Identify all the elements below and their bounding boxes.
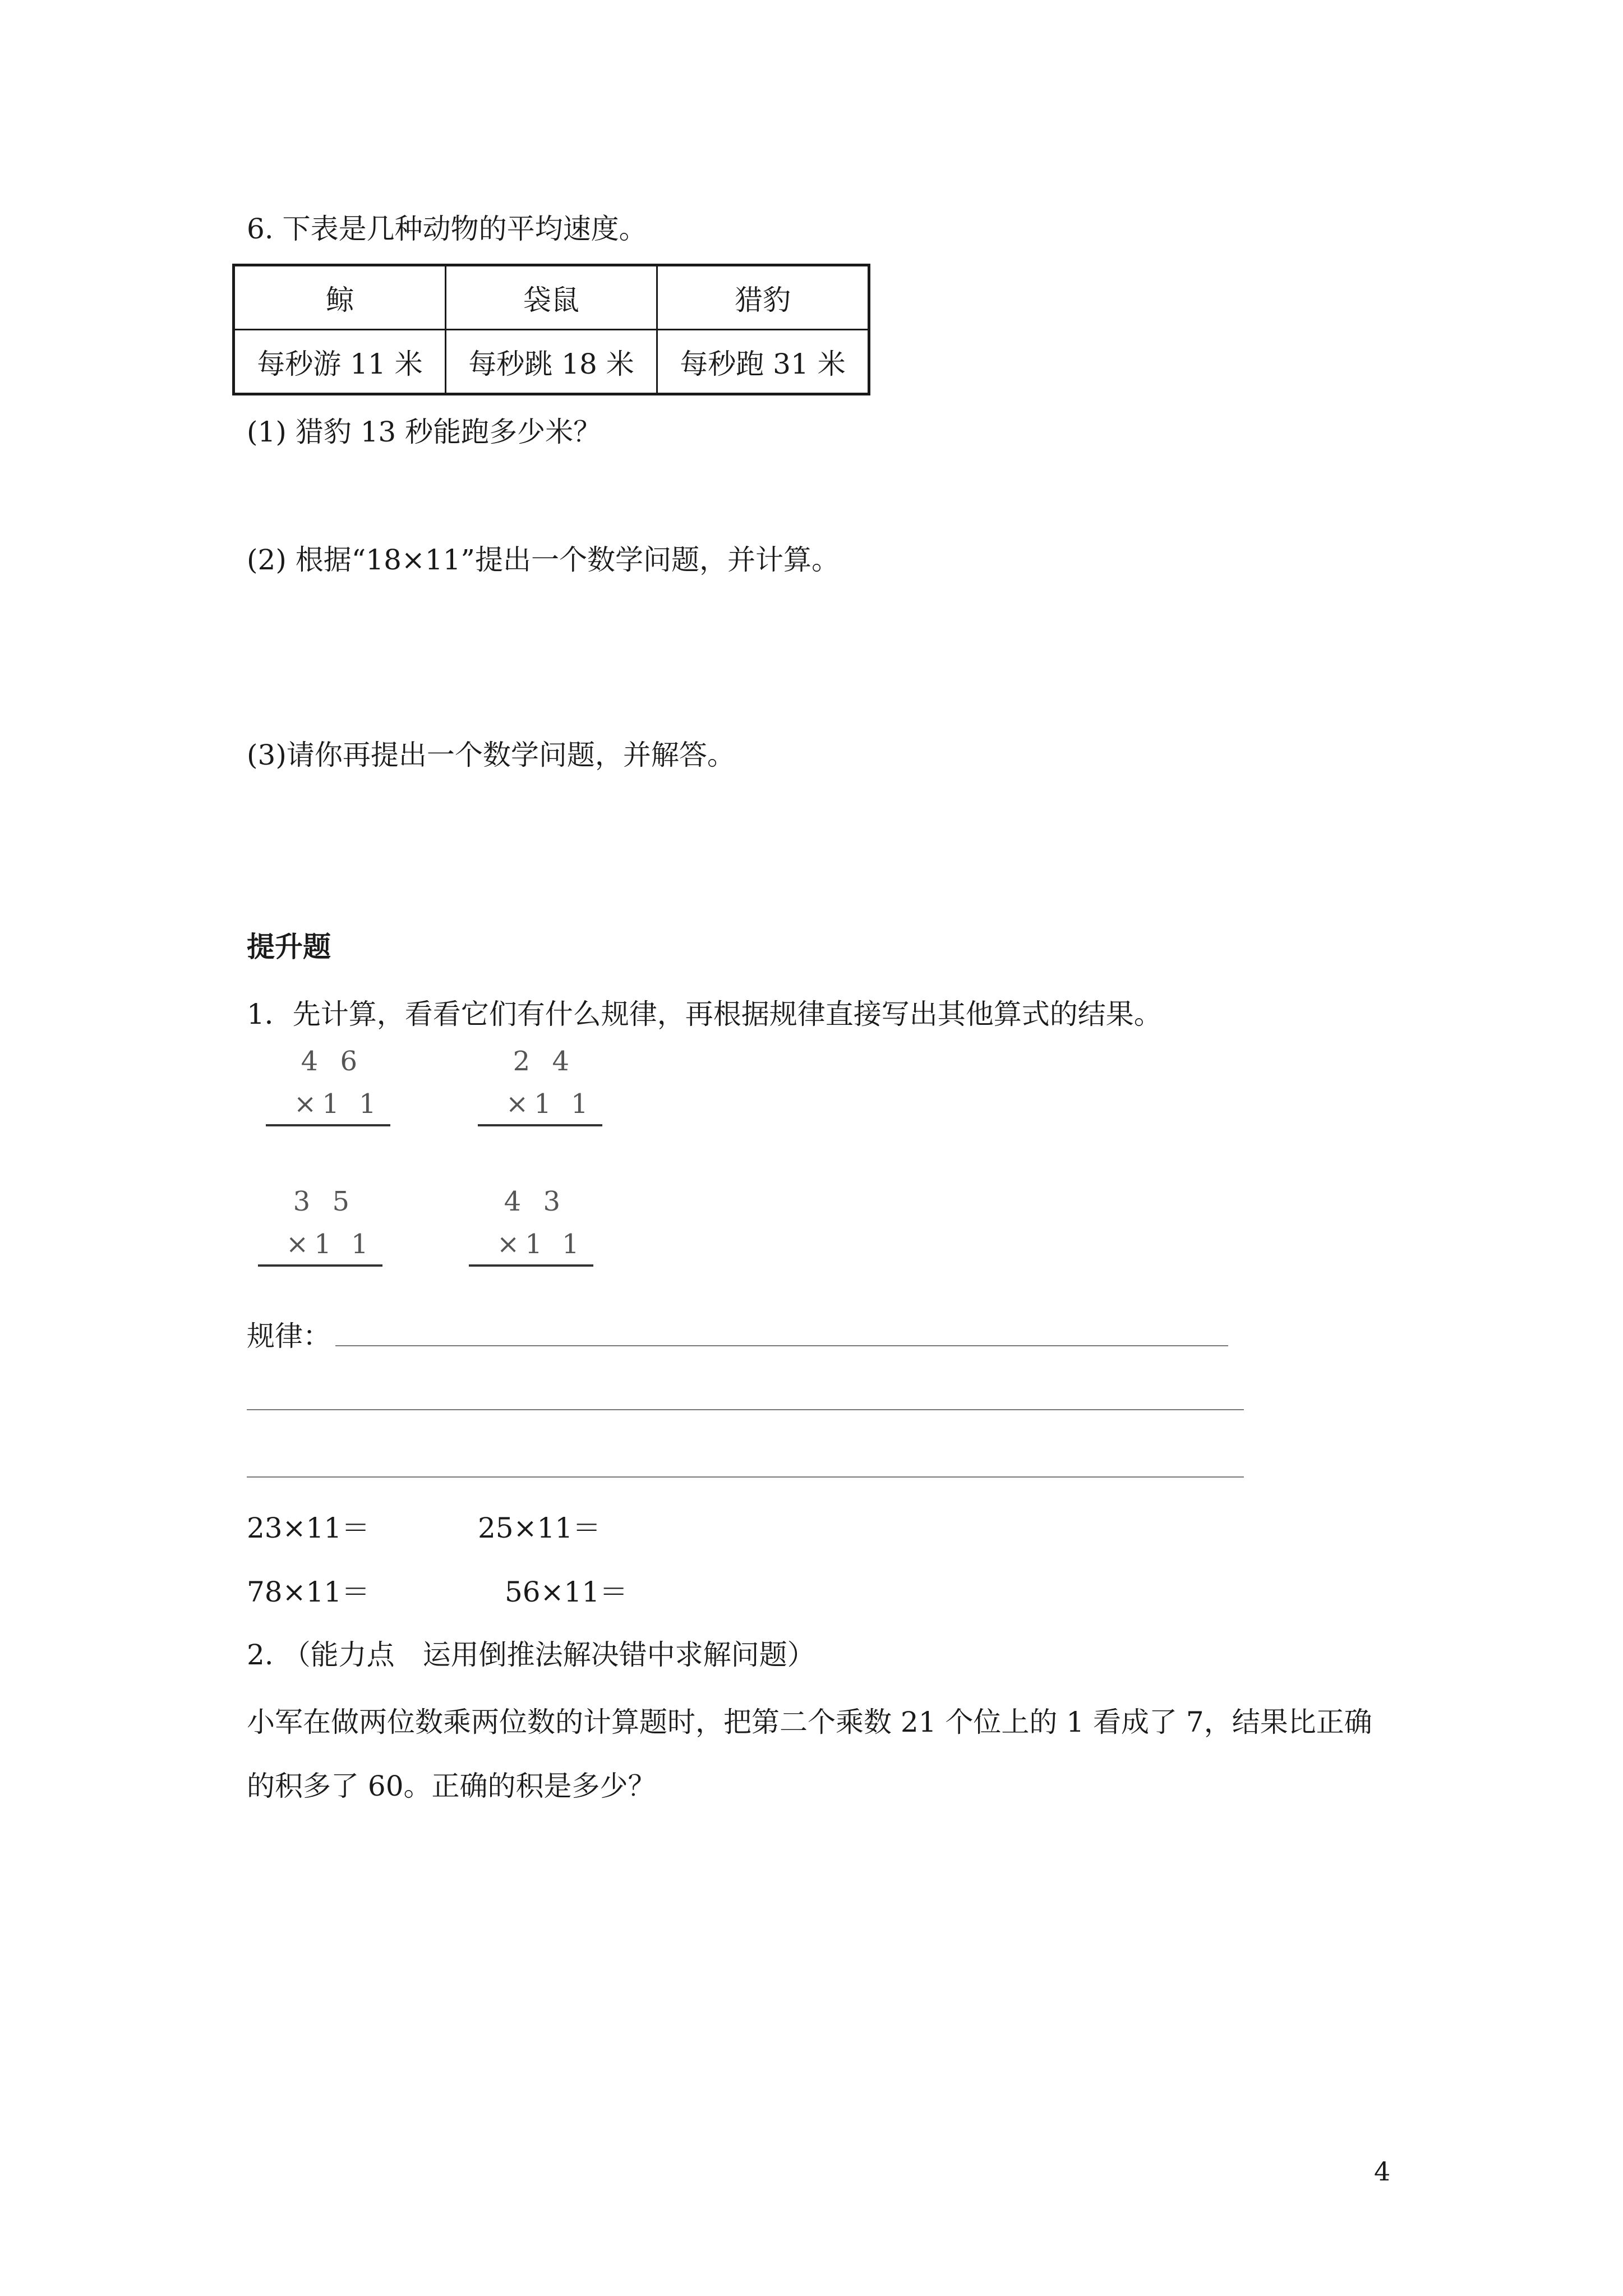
q6-sub2: (2) 根据“18×11”提出一个数学问题，并计算。: [247, 544, 840, 576]
answer-line: [247, 1409, 1244, 1410]
page-number: 4: [1374, 2156, 1391, 2187]
rule-label: 规律：: [247, 1320, 331, 1352]
answer-line: [335, 1345, 1228, 1346]
multiplicand: 2 4: [513, 1046, 576, 1077]
expr-56x11: 56×11＝: [505, 1576, 628, 1608]
multiplicand: 4 3: [504, 1186, 567, 1217]
multiplication-35x11: [258, 1186, 387, 1264]
table-cell: 每秒游 11 米: [234, 330, 446, 394]
calc-rule: [469, 1264, 593, 1267]
table-row: [234, 330, 869, 394]
expr-25x11: 25×11＝: [478, 1512, 601, 1544]
expr-23x11: 23×11＝: [247, 1512, 370, 1544]
multiplier: ×1 1: [497, 1228, 585, 1260]
animal-speed-table: [232, 264, 870, 395]
q6-sub3: (3)请你再提出一个数学问题，并解答。: [247, 739, 735, 771]
table-header-row: [234, 265, 869, 330]
p2-line2: 的积多了 60。正确的积是多少？: [247, 1770, 656, 1802]
multiplier: ×1 1: [294, 1088, 382, 1120]
table-cell: 每秒跑 31 米: [657, 330, 869, 394]
multiplication-24x11: [478, 1046, 607, 1124]
table-cell: 鲸: [234, 265, 446, 330]
q6-sub1: (1) 猎豹 13 秒能跑多少米？: [247, 416, 602, 448]
multiplicand: 4 6: [301, 1046, 364, 1077]
section-title: 提升题: [247, 930, 331, 963]
multiplication-43x11: [469, 1186, 598, 1264]
p2-line1: 小军在做两位数乘两位数的计算题时，把第二个乘数 21 个位上的 1 看成了 7，结果比正确: [247, 1706, 1372, 1738]
calc-rule: [266, 1124, 390, 1126]
p1-text: 1．先计算，看看它们有什么规律，再根据规律直接写出其他算式的结果。: [247, 998, 1162, 1030]
answer-line: [247, 1476, 1244, 1478]
calc-rule: [258, 1264, 382, 1267]
q6-title: 6. 下表是几种动物的平均速度。: [247, 213, 647, 245]
multiplier: ×1 1: [286, 1228, 374, 1260]
p2-head: 2. （能力点 运用倒推法解决错中求解问题）: [247, 1639, 815, 1671]
table-cell: 猎豹: [657, 265, 869, 330]
table-cell: 每秒跳 18 米: [446, 330, 657, 394]
multiplication-46x11: [266, 1046, 395, 1124]
multiplicand: 3 5: [293, 1186, 356, 1217]
table-cell: 袋鼠: [446, 265, 657, 330]
calc-rule: [478, 1124, 602, 1126]
multiplier: ×1 1: [506, 1088, 594, 1120]
expr-78x11: 78×11＝: [247, 1576, 370, 1608]
